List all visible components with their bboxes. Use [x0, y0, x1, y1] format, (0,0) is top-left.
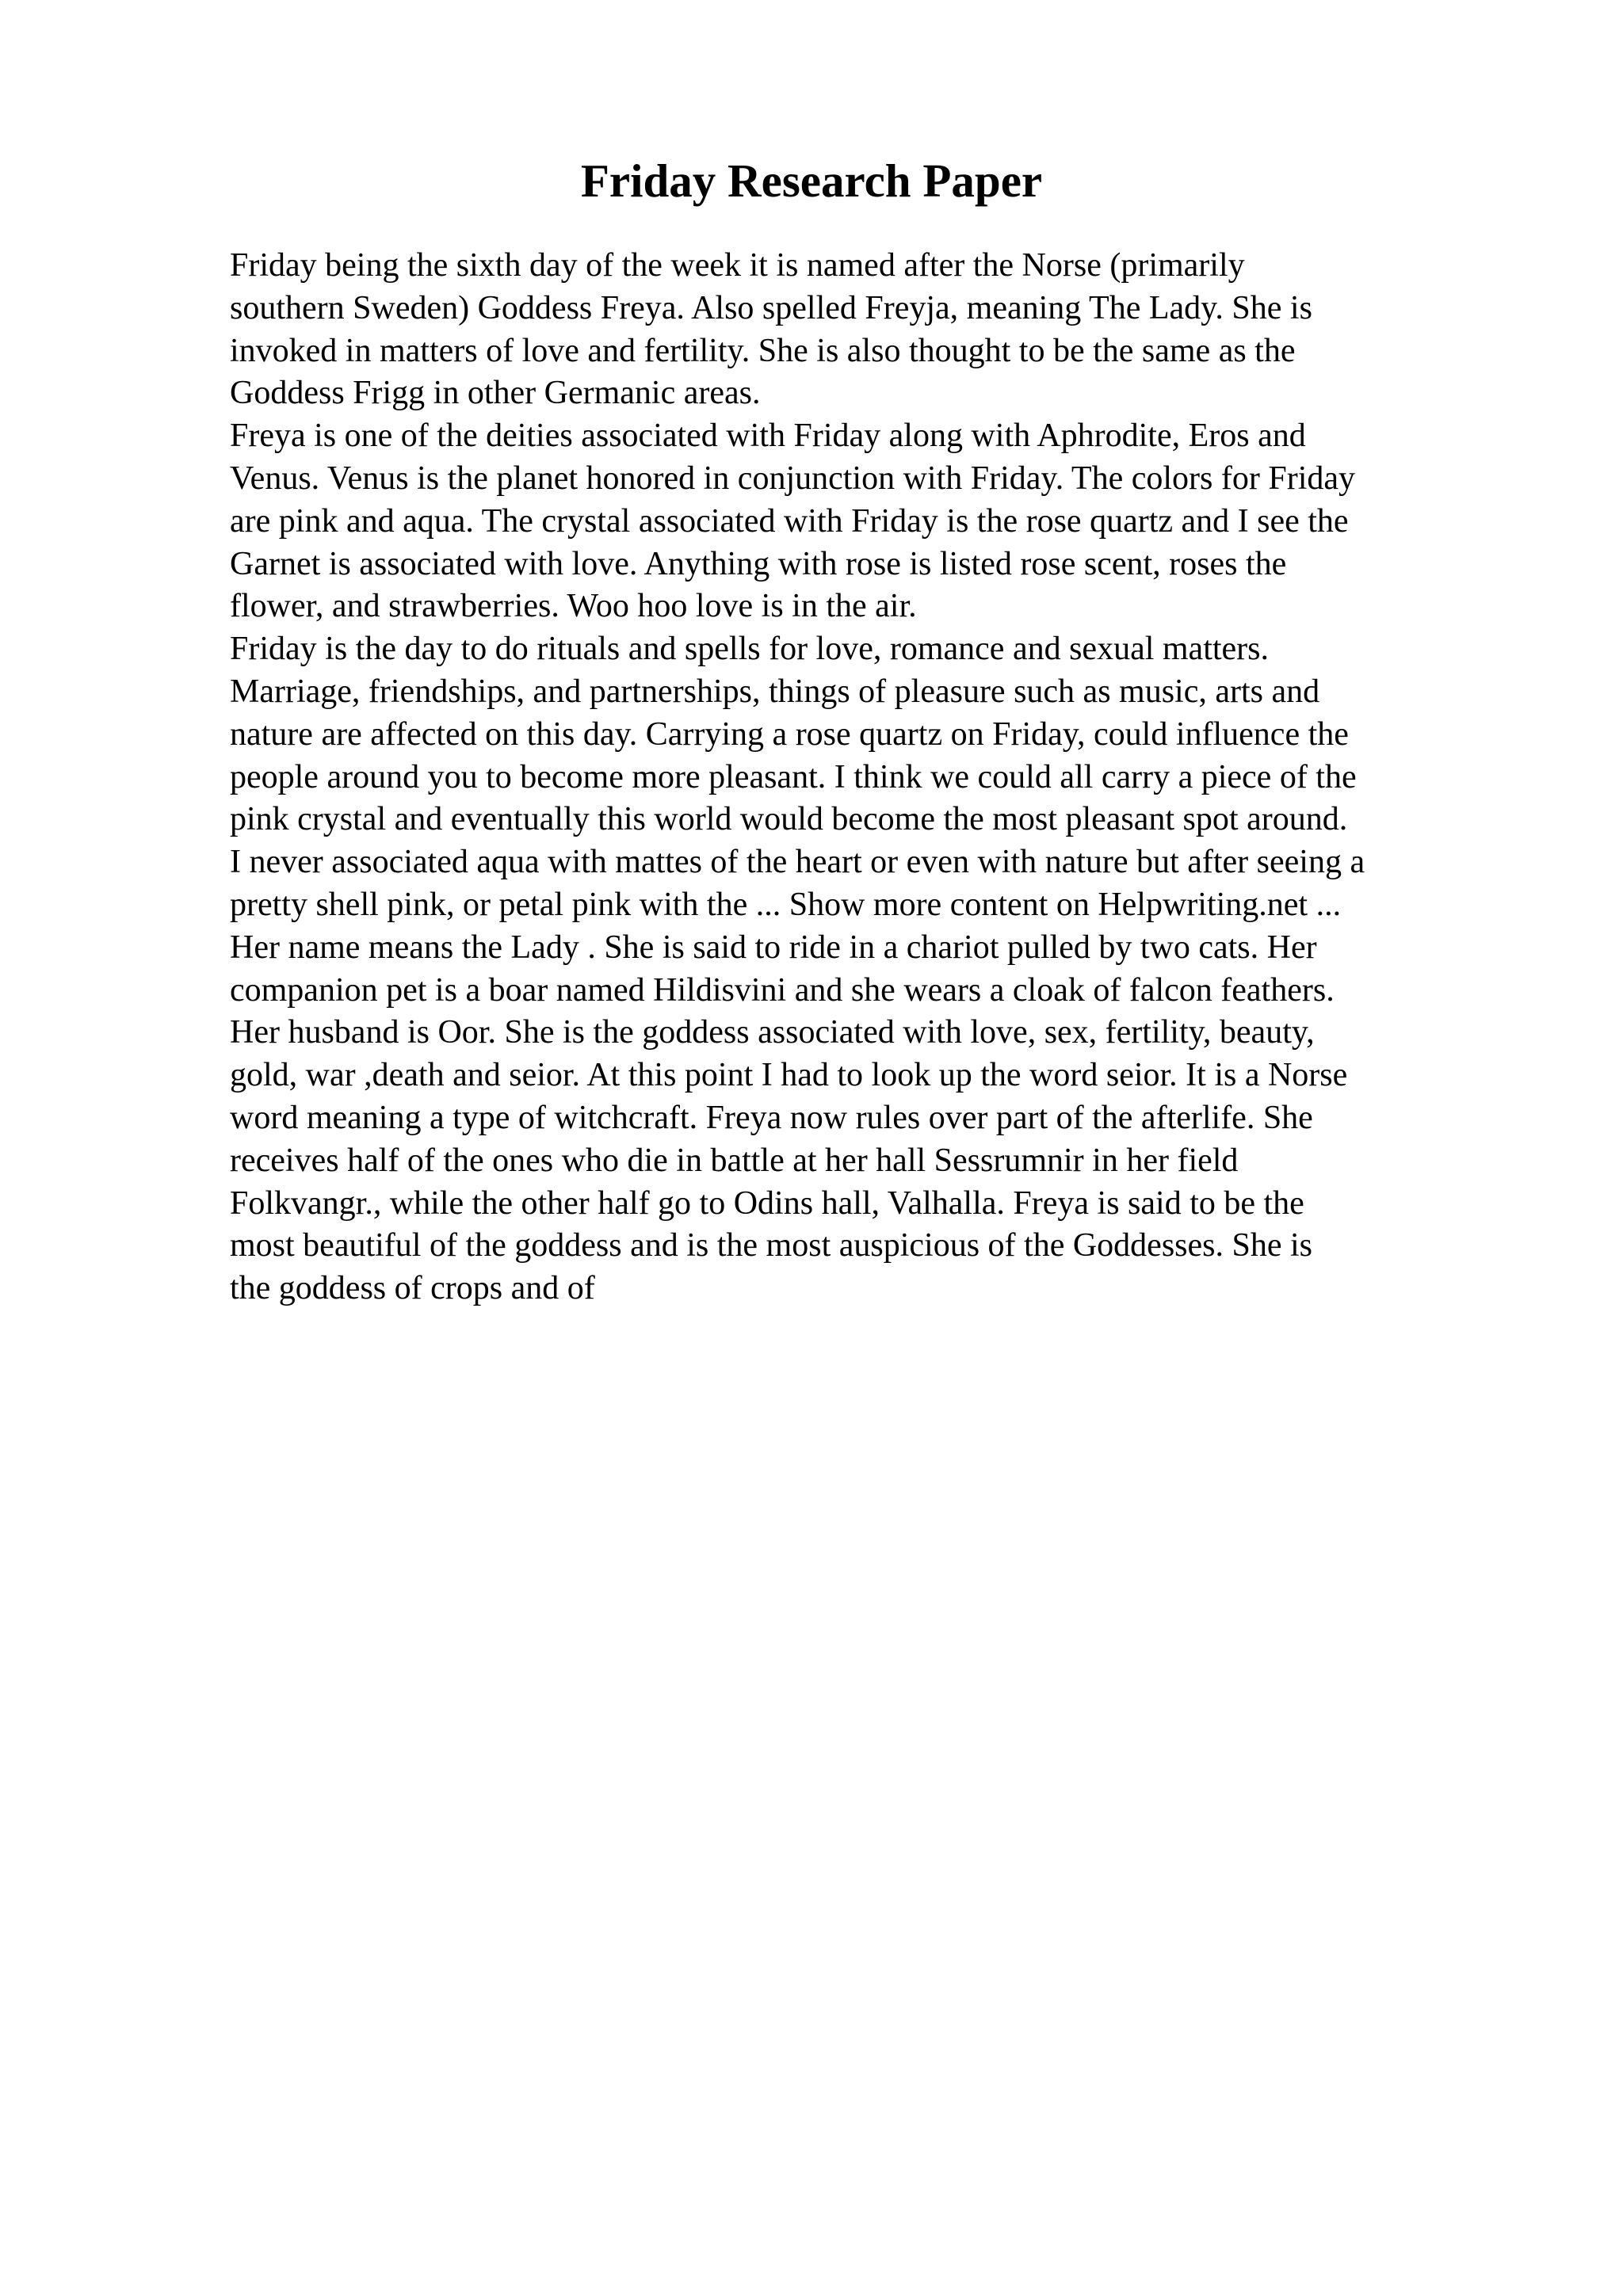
body-line: nature are affected on this day. Carrying a rose quartz on Friday, could influence the [230, 715, 1349, 753]
body-line: word meaning a type of witchcraft. Freya now rules over part of the afterlife. She [230, 1099, 1313, 1136]
body-line: pretty shell pink, or petal pink with the ... Show more content on Helpwriting.net ... [230, 886, 1342, 923]
body-line: companion pet is a boar named Hildisvini and she wears a cloak of falcon feathers. [230, 971, 1335, 1009]
body-line: Goddess Frigg in other Germanic areas. [230, 375, 761, 412]
body-line: Her name means the Lady . She is said to ride in a chariot pulled by two cats. Her [230, 929, 1317, 966]
body-line: pink crystal and eventually this world would become the most pleasant spot around. [230, 801, 1348, 838]
body-line: Friday being the sixth day of the week it is named after the Norse (primarily [230, 247, 1245, 284]
body-line: flower, and strawberries. Woo hoo love is in the air. [230, 588, 917, 625]
body-line: Garnet is associated with love. Anything with rose is listed rose scent, roses the [230, 545, 1287, 582]
body-line: Folkvangr., while the other half go to Odins hall, Valhalla. Freya is said to be the [230, 1184, 1304, 1222]
body-line: people around you to become more pleasant. I think we could all carry a piece of the [230, 758, 1357, 795]
body-line: Friday is the day to do rituals and spells for love, romance and sexual matters. [230, 631, 1270, 668]
body-line: Freya is one of the deities associated with Friday along with Aphrodite, Eros and [230, 418, 1306, 455]
body-line: are pink and aqua. The crystal associated with Friday is the rose quartz and I see the [230, 502, 1349, 540]
document-title: Friday Research Paper [580, 154, 1043, 207]
body-line: most beautiful of the goddess and is the most auspicious of the Goddesses. She is [230, 1227, 1313, 1264]
body-line: Her husband is Oor. She is the goddess associated with love, sex, fertility, beauty, [230, 1014, 1315, 1051]
body-line: Venus. Venus is the planet honored in conjunction with Friday. The colors for Friday [230, 460, 1356, 497]
document-body [230, 245, 1498, 1310]
body-line: southern Sweden) Goddess Freya. Also spelled Freyja, meaning The Lady. She is [230, 289, 1312, 326]
body-line: invoked in matters of love and fertility. She is also thought to be the same as the [230, 332, 1296, 369]
body-line: the goddess of crops and of [230, 1270, 595, 1307]
body-line: receives half of the ones who die in battle at her hall Sessrumnir in her field [230, 1142, 1239, 1179]
body-line: Marriage, friendships, and partnerships, things of pleasure such as music, arts and [230, 673, 1320, 710]
body-line: I never associated aqua with mattes of the heart or even with nature but after seeing a [230, 844, 1365, 881]
body-line: gold, war ,death and seior. At this point I had to look up the word seior. It is a Norse [230, 1057, 1348, 1094]
